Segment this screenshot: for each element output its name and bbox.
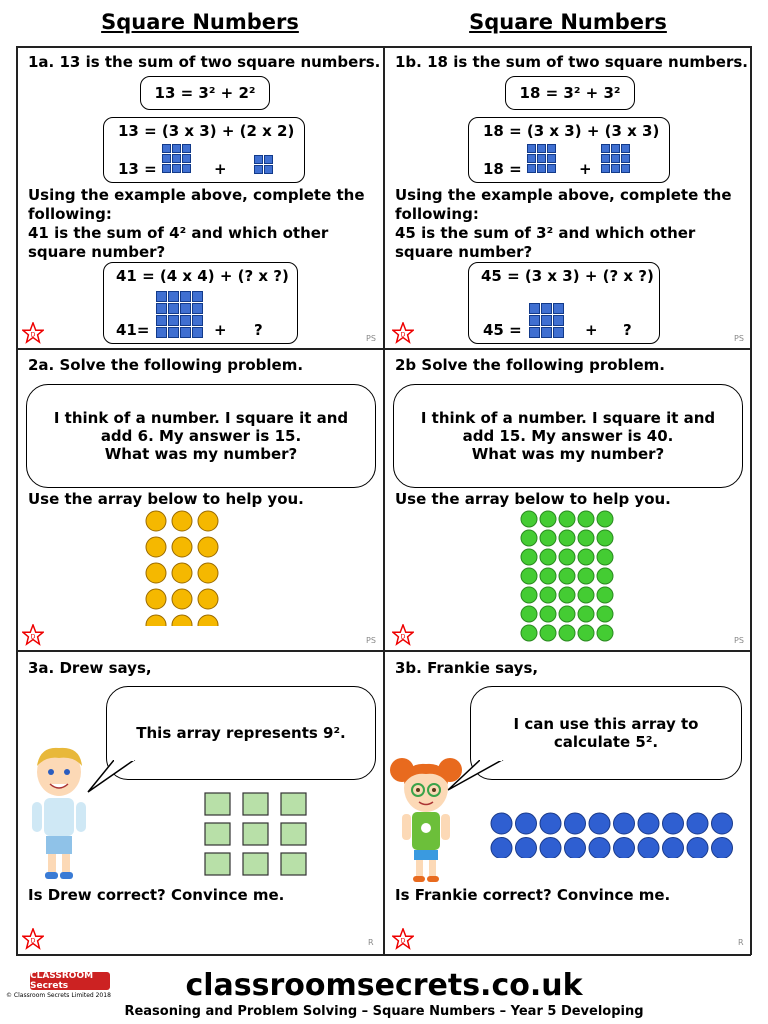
q3a-star-icon <box>22 928 44 950</box>
q1b-using: Using the example above, complete the following: <box>395 186 732 223</box>
q3b-dot-array <box>490 812 744 858</box>
counter-dot <box>597 587 613 603</box>
counter-dot <box>540 813 561 834</box>
frankie-character-icon <box>388 752 464 884</box>
q1a-answer-unknown: ? <box>254 321 263 339</box>
array-square <box>281 853 306 875</box>
q1b-task: 45 is the sum of 3² and which other square number? <box>395 224 696 261</box>
q1b-equation-short-text: 18 = 3² + 3² <box>519 84 621 102</box>
q3b-star-icon <box>392 928 414 950</box>
q2b-line1: I think of a number. I square it and <box>420 409 716 427</box>
grid-divider-row2 <box>16 650 751 652</box>
q2a-star-icon <box>22 624 44 646</box>
counter-dot <box>578 625 594 641</box>
q2a-title: 2a. Solve the following problem. <box>28 356 304 374</box>
counter-dot <box>559 568 575 584</box>
q1a-array-2x2 <box>254 155 273 174</box>
grid-border-right <box>750 46 752 955</box>
counter-dot <box>597 606 613 622</box>
q2b-tag: PS <box>734 636 744 645</box>
counter-dot <box>638 838 659 859</box>
q1a-answer-plus: + <box>214 321 227 339</box>
counter-dot <box>578 606 594 622</box>
q1a-tag: PS <box>366 334 376 343</box>
counter-dot <box>589 813 610 834</box>
footer-subtitle: Reasoning and Problem Solving – Square Numbers – Year 5 Developing <box>124 1004 644 1019</box>
counter-dot <box>516 813 537 834</box>
q2b-problem-box <box>393 384 743 488</box>
classroom-secrets-logo: CLASSROOM Secrets <box>30 972 110 990</box>
q2a-line3: What was my number? <box>104 445 298 463</box>
q1b-array-3x3-c <box>529 303 564 338</box>
q1a-plus: + <box>214 160 227 178</box>
counter-dot <box>663 838 684 859</box>
q2a-problem-box <box>26 384 376 488</box>
counter-dot <box>687 813 708 834</box>
counter-dot <box>540 606 556 622</box>
counter-dot <box>172 563 192 583</box>
q1a-equation-long: 13 = (3 x 3) + (2 x 2) <box>118 122 295 140</box>
counter-dot <box>521 549 537 565</box>
q1b-equation-box <box>468 117 670 183</box>
q1a-array-3x3 <box>162 144 191 173</box>
counter-dot <box>559 606 575 622</box>
counter-dot <box>597 568 613 584</box>
counter-dot <box>559 625 575 641</box>
counter-dot <box>521 625 537 641</box>
counter-dot <box>198 511 218 531</box>
counter-dot <box>491 838 512 859</box>
counter-dot <box>540 530 556 546</box>
counter-dot <box>172 537 192 557</box>
q3a-title: 3a. Drew says, <box>28 659 152 677</box>
counter-dot <box>146 563 166 583</box>
counter-dot <box>198 589 218 609</box>
q3a-speech-bubble <box>106 686 376 780</box>
q1b-equation-short <box>505 76 635 110</box>
q2b-hint: Use the array below to help you. <box>395 490 671 508</box>
q3a-star-label: D <box>30 936 36 945</box>
q2b-title: 2b Solve the following problem. <box>395 356 665 374</box>
q1b-equation-long: 18 = (3 x 3) + (3 x 3) <box>483 122 660 140</box>
array-square <box>243 793 268 815</box>
q2a-star-label: D <box>30 632 36 641</box>
counter-dot <box>597 625 613 641</box>
counter-dot <box>540 625 556 641</box>
counter-dot <box>687 838 708 859</box>
q3b-title: 3b. Frankie says, <box>395 659 539 677</box>
copyright: © Classroom Secrets Limited 2018 <box>6 992 111 999</box>
q1a-answer-box <box>103 262 298 344</box>
q3a-question: Is Drew correct? Convince me. <box>28 886 285 904</box>
q1b-equation-prefix: 18 = <box>483 160 522 178</box>
drew-character-icon <box>26 742 92 882</box>
array-square <box>281 793 306 815</box>
q2a-tag: PS <box>366 636 376 645</box>
counter-dot <box>146 589 166 609</box>
q2a-line1: I think of a number. I square it and <box>53 409 349 427</box>
q1a-task: 41 is the sum of 4² and which other square number? <box>28 224 329 261</box>
counter-dot <box>172 511 192 531</box>
counter-dot <box>614 838 635 859</box>
counter-dot <box>565 838 586 859</box>
counter-dot <box>578 549 594 565</box>
q2a-line2: add 6. My answer is 15. <box>100 427 302 445</box>
counter-dot <box>521 511 537 527</box>
counter-dot <box>559 511 575 527</box>
q1a-star-label: D <box>30 330 36 339</box>
q3a-speech-text: This array represents 9². <box>136 724 346 742</box>
counter-dot <box>172 589 192 609</box>
q1b-answer-plus: + <box>585 321 598 339</box>
counter-dot <box>172 615 192 626</box>
q2b-star-icon <box>392 624 414 646</box>
counter-dot <box>578 587 594 603</box>
q1b-title: 1b. 18 is the sum of two square numbers. <box>395 53 748 71</box>
q3a-speech-tail <box>86 760 136 796</box>
q1b-answer-prefix: 45 = <box>483 321 522 339</box>
grid-divider-row1 <box>16 348 751 350</box>
q3b-question: Is Frankie correct? Convince me. <box>395 886 671 904</box>
q2a-dot-array <box>145 510 229 626</box>
q3b-speech-line1: I can use this array to <box>513 715 699 733</box>
q1a-answer-prefix: 41= <box>116 321 150 339</box>
array-square <box>243 823 268 845</box>
counter-dot <box>663 813 684 834</box>
q1a-using: Using the example above, complete the following: <box>28 186 365 223</box>
q3b-speech-line2: calculate 5². <box>553 733 659 751</box>
counter-dot <box>491 813 512 834</box>
q1b-array-3x3-a <box>527 144 556 173</box>
footer-url[interactable]: classroomsecrets.co.uk <box>185 968 583 1003</box>
counter-dot <box>521 530 537 546</box>
q3b-tag: R <box>738 938 744 947</box>
counter-dot <box>559 549 575 565</box>
q1a-equation-short-text: 13 = 3² + 2² <box>154 84 256 102</box>
q2b-line3: What was my number? <box>471 445 665 463</box>
counter-dot <box>540 568 556 584</box>
q1b-array-3x3-b <box>601 144 630 173</box>
q1a-star-icon <box>22 322 44 344</box>
array-square <box>281 823 306 845</box>
counter-dot <box>540 511 556 527</box>
counter-dot <box>516 838 537 859</box>
right-title: Square Numbers <box>469 10 667 34</box>
counter-dot <box>578 568 594 584</box>
counter-dot <box>146 537 166 557</box>
counter-dot <box>597 549 613 565</box>
counter-dot <box>589 838 610 859</box>
counter-dot <box>578 530 594 546</box>
q2a-hint: Use the array below to help you. <box>28 490 304 508</box>
counter-dot <box>578 511 594 527</box>
counter-dot <box>198 615 218 626</box>
array-square <box>205 853 230 875</box>
grid-border-left <box>16 46 18 955</box>
counter-dot <box>521 587 537 603</box>
counter-dot <box>198 537 218 557</box>
q1b-answer-unknown: ? <box>623 321 632 339</box>
counter-dot <box>146 511 166 531</box>
counter-dot <box>198 563 218 583</box>
counter-dot <box>540 587 556 603</box>
q3a-tag: R <box>368 938 374 947</box>
counter-dot <box>540 838 561 859</box>
q1b-star-icon <box>392 322 414 344</box>
q1b-star-label: D <box>400 330 406 339</box>
q2b-line2: add 15. My answer is 40. <box>462 427 674 445</box>
q1b-tag: PS <box>734 334 744 343</box>
array-square <box>205 823 230 845</box>
q1b-plus: + <box>579 160 592 178</box>
counter-dot <box>614 813 635 834</box>
counter-dot <box>146 615 166 626</box>
q1a-equation-prefix: 13 = <box>118 160 157 178</box>
counter-dot <box>521 568 537 584</box>
q1a-array-4x4 <box>156 291 203 338</box>
counter-dot <box>540 549 556 565</box>
counter-dot <box>559 587 575 603</box>
left-title: Square Numbers <box>101 10 299 34</box>
q1b-answer-eq: 45 = (3 x 3) + (? x ?) <box>481 267 654 285</box>
counter-dot <box>559 530 575 546</box>
array-square <box>205 793 230 815</box>
counter-dot <box>638 813 659 834</box>
q3b-star-label: D <box>400 936 406 945</box>
counter-dot <box>597 530 613 546</box>
q1a-equation-short <box>140 76 270 110</box>
q3b-speech-bubble <box>470 686 742 780</box>
q2b-star-label: D <box>400 632 406 641</box>
q1b-answer-box <box>468 262 660 344</box>
counter-dot <box>712 813 733 834</box>
array-square <box>243 853 268 875</box>
q1a-title: 1a. 13 is the sum of two square numbers. <box>28 53 381 71</box>
counter-dot <box>712 838 733 859</box>
q2b-dot-array <box>520 510 620 650</box>
counter-dot <box>521 606 537 622</box>
q1a-answer-eq: 41 = (4 x 4) + (? x ?) <box>116 267 289 285</box>
q3a-square-array <box>204 792 310 878</box>
grid-divider-vertical <box>383 46 385 955</box>
counter-dot <box>565 813 586 834</box>
counter-dot <box>597 511 613 527</box>
q1a-equation-box <box>103 117 305 183</box>
